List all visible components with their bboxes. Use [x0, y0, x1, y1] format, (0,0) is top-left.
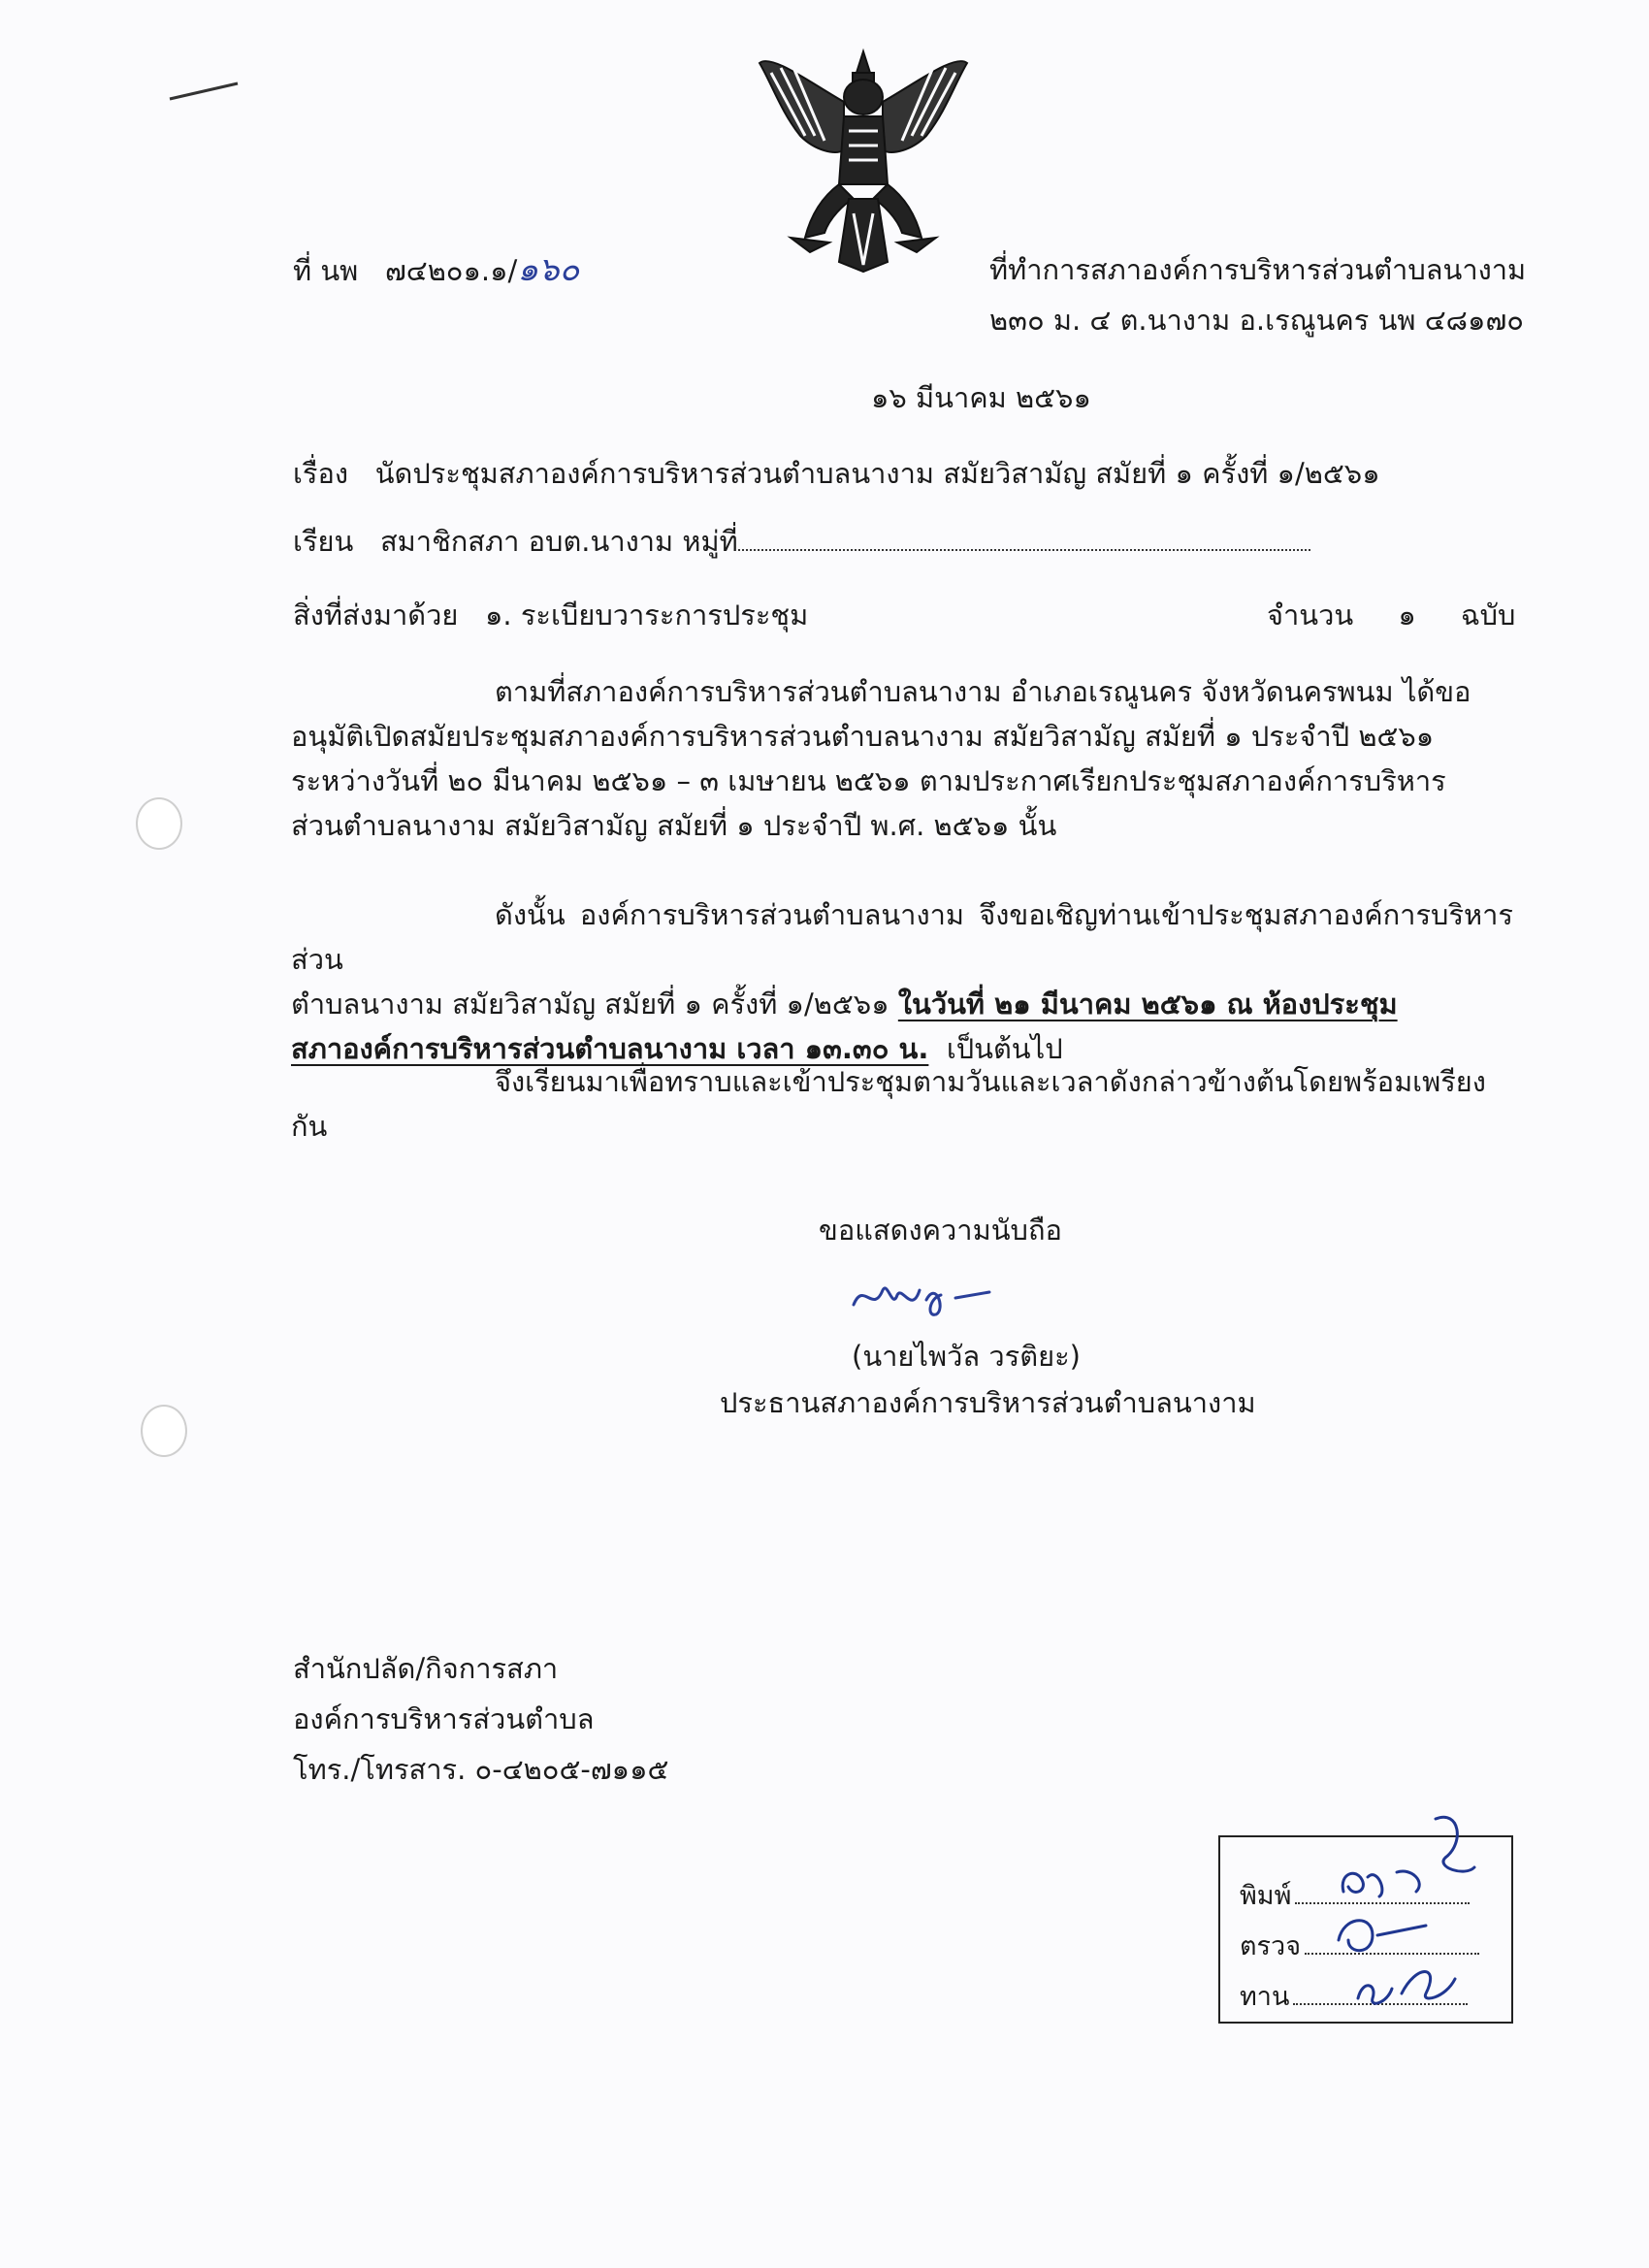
reference-number: ๗๔๒๐๑.๑/: [384, 254, 518, 287]
signer-position: ประธานสภาองค์การบริหารส่วนตำบลนางาม: [720, 1386, 1256, 1419]
p1-line-3: ระหว่างวันที่ ๒๐ มีนาคม ๒๕๖๑ – ๓ เมษายน ๒๕๖๑ ตามประกาศเรียกประชุมสภาองค์การบริหาร: [291, 764, 1446, 797]
body-paragraph-1: [291, 669, 1513, 848]
recipient-label: เรียน: [293, 525, 354, 558]
punch-hole-top: [136, 797, 182, 850]
reference-line: [293, 250, 579, 290]
quantity-value: ๑: [1398, 599, 1416, 632]
stamp-row-review: ทาน: [1240, 1975, 1468, 2017]
p2-line-3: สภาองค์การบริหารส่วนตำบลนางาม เวลา ๑๓.๓๐ น. เป็นต้นไป: [291, 1032, 1063, 1065]
reference-handwritten: ๑๖๐: [517, 250, 580, 289]
reference-label: ที่ นพ: [293, 254, 359, 287]
enclosure-quantity: [1267, 596, 1515, 634]
closing-salutation: ขอแสดงความนับถือ: [819, 1214, 1062, 1247]
subject-label: เรื่อง: [293, 457, 349, 490]
p2-line-2: ตำบลนางาม สมัยวิสามัญ สมัยที่ ๑ ครั้งที่ ๑/๒๕๖๑ ในวันที่ ๒๑ มีนาคม ๒๕๖๑ ณ ห้องประชุม: [291, 988, 1398, 1021]
footer-phone: โทร./โทรสาร. ๐-๔๒๐๕-๗๑๑๕: [293, 1753, 669, 1786]
punch-hole-bottom: [141, 1405, 187, 1457]
stamp-row-check: ตรวจ: [1240, 1925, 1479, 1966]
footer-organization: องค์การบริหารส่วนตำบล: [293, 1702, 595, 1735]
garuda-emblem-icon: [752, 44, 975, 276]
p1-line-4: ส่วนตำบลนางาม สมัยวิสามัญ สมัยที่ ๑ ประจำปี พ.ศ. ๒๕๖๑ นั้น: [291, 809, 1057, 842]
body-paragraph-3: [291, 1059, 1513, 1149]
stamp-initials: [1319, 1799, 1494, 2013]
footer-department: สำนักปลัด/กิจการสภา: [293, 1652, 559, 1685]
quantity-label: จำนวน: [1267, 599, 1354, 632]
subject-line: [293, 454, 1380, 493]
margin-mark: [165, 78, 242, 107]
meeting-place-emphasis: สภาองค์การบริหารส่วนตำบลนางาม เวลา ๑๓.๓๐ น.: [291, 1032, 929, 1065]
office-address-line1: ที่ทำการสภาองค์การบริหารส่วนตำบลนางาม: [989, 253, 1527, 286]
stamp-row-print: พิมพ์: [1240, 1874, 1470, 1916]
quantity-unit: ฉบับ: [1460, 599, 1516, 632]
recipient-dotted-line: [738, 549, 1310, 551]
p1-line-1: ตามที่สภาองค์การบริหารส่วนตำบลนางาม อำเภอเรณูนคร จังหวัดนครพนม ได้ขอ: [495, 675, 1471, 708]
enclosure-label: สิ่งที่ส่งมาด้วย: [293, 599, 459, 632]
subject-text: นัดประชุมสภาองค์การบริหารส่วนตำบลนางาม สมัยวิสามัญ สมัยที่ ๑ ครั้งที่ ๑/๒๕๖๑: [374, 457, 1380, 490]
office-address-line2: ๒๓๐ ม. ๔ ต.นางาม อ.เรณูนคร นพ ๔๘๑๗๐: [989, 304, 1524, 337]
document-date: ๑๖ มีนาคม ๒๕๖๑: [871, 381, 1091, 414]
p2-line-1: ดังนั้น องค์การบริหารส่วนตำบลนางาม จึงขอเชิญท่านเข้าประชุมสภาองค์การบริหารส่วน: [291, 898, 1513, 976]
enclosure-item: ๑. ระเบียบวาระการประชุม: [485, 599, 809, 632]
body-paragraph-2: [291, 892, 1513, 1071]
enclosure-line: [293, 596, 808, 634]
p3-line-1: จึงเรียนมาเพื่อทราบและเข้าประชุมตามวันและเวลาดังกล่าวข้างต้นโดยพร้อมเพรียงกัน: [291, 1065, 1486, 1143]
recipient-text: สมาชิกสภา อบต.นางาม หมู่ที่: [379, 525, 738, 558]
p1-line-2: อนุมัติเปิดสมัยประชุมสภาองค์การบริหารส่วนตำบลนางาม สมัยวิสามัญ สมัยที่ ๑ ประจำปี ๒๕๖๑: [291, 720, 1435, 753]
signer-name: (นายไพวัล วรติยะ): [852, 1340, 1081, 1373]
signature-chairman: [844, 1261, 999, 1329]
recipient-line: [293, 522, 1310, 561]
meeting-date-emphasis: ในวันที่ ๒๑ มีนาคม ๒๕๖๑ ณ ห้องประชุม: [897, 988, 1398, 1021]
